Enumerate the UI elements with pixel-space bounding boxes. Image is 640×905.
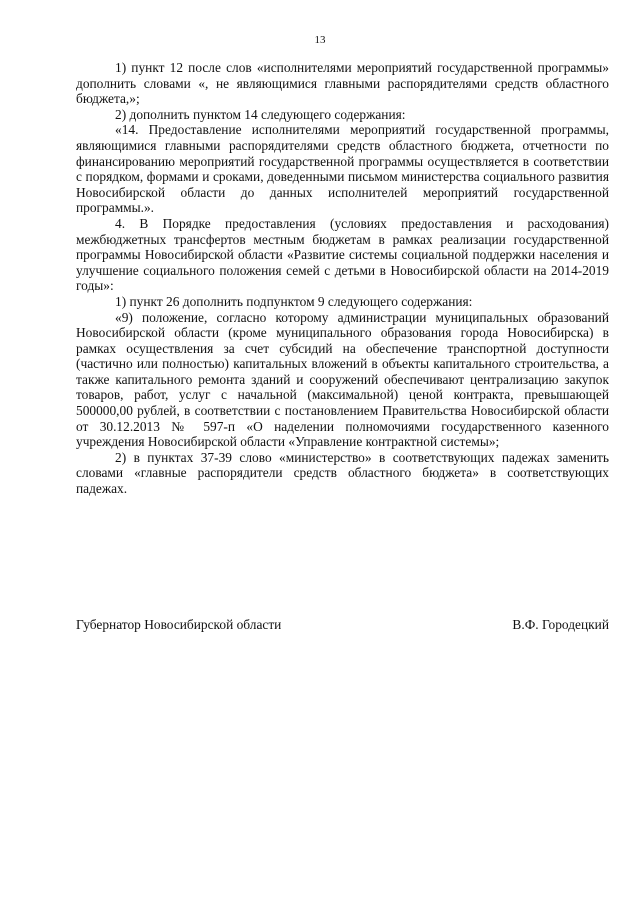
paragraph-clauses-37-39: 2) в пунктах 37-39 слово «министерство» в соответствующих падежах заменить словами «главные распорядители средств областного бюджета» в соответствующих падежах.	[76, 449, 609, 497]
signatory-name: В.Ф. Городецкий	[512, 617, 609, 632]
signature-block	[76, 617, 609, 633]
document-body	[76, 60, 609, 497]
paragraph-add-clause-14: 2) дополнить пунктом 14 следующего содержания:	[115, 106, 406, 122]
signatory-position: Губернатор Новосибирской области	[76, 617, 282, 632]
paragraph-clause-26: 1) пункт 26 дополнить подпунктом 9 следующего содержания:	[115, 293, 473, 309]
paragraph-section-4: 4. В Порядке предоставления (условиях предоставления и расходования) межбюджетных трансфертов местным бюджетам в рамках реализации государственной программы Новосибирской области «Развитие системы социальной поддержки населения и улучшение социального положения семей с детьми в Новосибирской области на 2014-2019 годы»:	[76, 215, 609, 294]
paragraph-clause-12: 1) пункт 12 после слов «исполнителями мероприятий государственной программы» дополнить словами «, не являющимися главными распорядителями средств областного бюджета,»;	[76, 60, 609, 107]
paragraph-subclause-9: «9) положение, согласно которому администрации муниципальных образований Новосибирской области (кроме муниципального образования города Новосибирска) в рамках осуществления за счет субсидий на обеспечение транспортной доступности (частично или полностью) капитальных вложений в объекты капитального строительства, а также капитального ремонта зданий и сооружений обеспечивают централизацию закупок товаров, работ, услуг с начальной (максимальной) ценой контракта, превышающей 500000,00 рублей, в соответствии с постановлением Правительства Новосибирской области от 30.12.2013 № 597-п «О наделении полномочиями государственного казенного учреждения Новосибирской области «Управление контрактной системы»;	[76, 309, 609, 450]
page-number: 13	[314, 34, 326, 46]
paragraph-clause-14-text: «14. Предоставление исполнителями мероприятий государственной программы, являющимися главными распорядителями средств областного бюджета, отчетности по финансированию мероприятий государственной программы осуществляется в соответствии с порядком, формами и сроками, доведенными письмом министерства социального развития Новосибирской области до данных исполнителей мероприятий государственной программы.».	[76, 122, 609, 216]
